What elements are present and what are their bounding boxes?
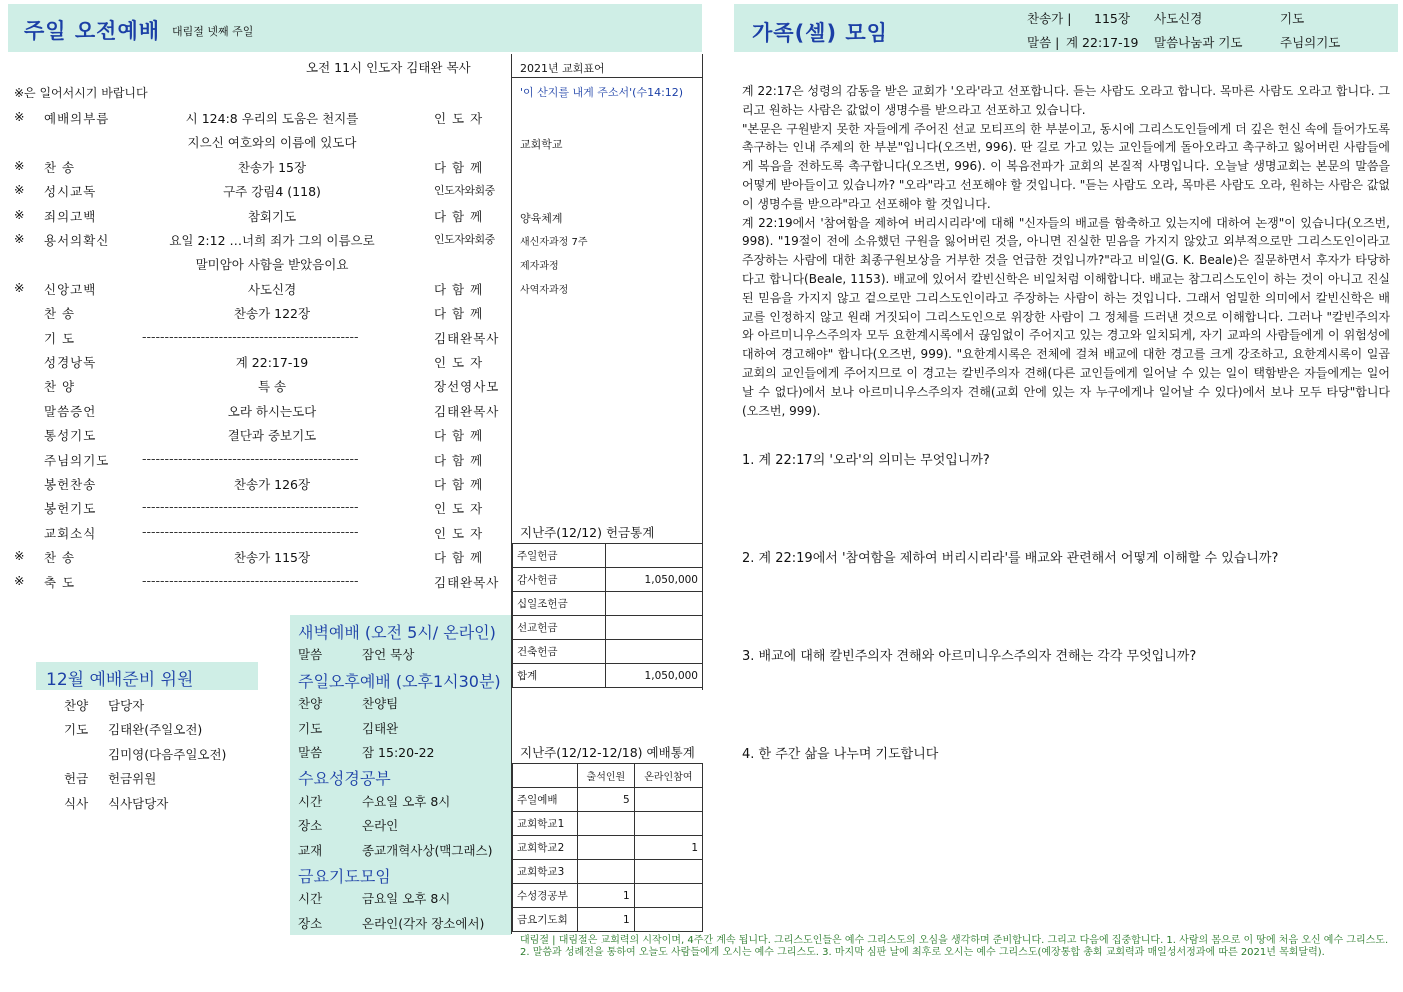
attendance-header: 온라인참여 [634,764,702,788]
order-dash-line: ------------------------------------------------ [142,499,359,515]
attendance-online [634,908,702,932]
order-who: 김태완목사 [434,574,500,590]
order-dash-line: ------------------------------------------------ [142,572,359,588]
offering-row [513,640,703,664]
paragraph-3: 계 22:19에서 '참여함을 제하여 버리시리라'에 대해 "신자들의 배교를 함축하고 있는지에 대하여 논쟁"이 있습니다(오즈번, 998). "19절이 전에 소유했던 구원을 잃어버린 것을, 아니면 진실한 믿음을 가지지 않았고 외부적으로만 그리스도인이라고 주장하는 사람에 대한 최종구원보상을 거부한 것을 언급한 것입니까?"라고 비일(G. K. Beale)은 질문하면서 후자가 타당하다고 합니다(Beale, 1153). 배교에 있어서 칼빈신학은 비일처럼 이해합니다. 배교는 참그리스도인이 하는 것이 아니고 진실된 믿음을 가지지 않고 겉으로만 그리스도인이라고 주장하는 사람이 하는 것입니다. 그래서 엄밀한 의미에서 칼빈신학은 배교를 인정하지 않고 원래 거짓되이 그리스도인으로 위장한 사람이 그 정체를 드러낸 것으로 이해합니다. 그러나 "칼빈주의자와 아르미니우스주의자 모두 요한계시록에서 끊임없이 주어지고 있는 경고와 일치되게, 자기 교파의 사람들에게 이 위험성에 대하여 경고해야" 합니다(오즈번, 999). "요한계시록은 전체에 걸쳐 배교에 대한 경고를 크게 강조하고, 요한계시록이 일곱 교회의 교인들에게 주어지므로 이 경고는 칼빈주의자 견해(다른 교인들에게 일어날 수 있는 일이 택함받은 자들에게는 일어날 수 없다)에서 보나 아르미니우스주의자 견해(교회 안에 있는 자 누구에게나 일어날 수 있다)에서 보나 모두 타당"합니다(오즈번, 999). [742,215,1390,418]
order-who: 다 함 께 [434,477,484,492]
order-row [0,179,510,203]
order-row [0,106,510,130]
order-item: 성경낭독 [44,355,97,370]
service-key: 시간 [298,793,323,809]
service-key: 교재 [298,842,323,858]
service-value: 온라인 [362,818,399,834]
attendance-header-row [513,764,703,788]
attendance-label: 금요기도회 [513,908,578,932]
service-key: 찬양 [298,696,323,712]
attendance-row [513,860,703,884]
order-item: 예배의부름 [44,111,110,126]
order-content: 특 송 [257,379,287,395]
order-mark: ※ [14,109,25,124]
order-item: 통성기도 [44,428,97,444]
order-content: 지으신 여호와의 이름에 있도다 [187,135,357,151]
attendance-present [578,836,635,860]
service-value: 금요일 오후 8시 [362,891,451,907]
body-text [742,82,1390,420]
attendance-row [513,788,703,812]
attendance-present [578,860,635,884]
order-item: 말씀증언 [44,403,97,419]
course-disciple: 제자과정 [520,261,559,272]
order-mark: ※ [14,279,25,295]
service-key: 장소 [298,915,323,931]
committee-name: 식사담당자 [108,795,169,811]
question-3: 3. 배교에 대해 칼빈주의자 견해와 아르미니우스주의자 견해는 각각 무엇입니까? [742,649,1197,664]
committee-role: 기도 [64,722,89,738]
motto: '이 산지를 내게 주소서'(수14:12) [520,86,684,99]
order-mark: ※ [14,572,25,588]
attendance-header [513,764,578,788]
committee-name: 김태완(주일오전) [108,722,203,738]
order-top-line [511,77,702,78]
order-item: 봉헌기도 [44,501,97,517]
paragraph-2: "본문은 구원받지 못한 자들에게 주어진 선교 모티프의 한 부분이고, 동시에 그리스도인들에게 더 깊은 헌신 속에 들어가도록 촉구하는 인내 주제의 한 부분"입니다(오즈번, 996). 딴 길로 가고 있는 교인들에게 돌아오라고 촉구하고 잃어버린 사람들에게 복음을 전하도록 촉구합니다(오즈번, 996). 이 복음전파가 교회의 본질적 사명입니다. 오늘날 생명교회는 본문의 말씀을 어떻게 받아들이고 있습니까? "오라"라고 선포해야 할 것입니다. "듣는 사람도 오라, 목마른 사람도 오라, 원하는 사람은 값없이 생명수를 받으라"라고 선포해야 할 것입니다. [742,121,1391,211]
order-row [0,326,510,350]
cell-sharing: 말씀나눔과 기도 [1154,35,1243,50]
order-who: 다 함 께 [434,550,484,566]
order-mark: ※ [14,206,25,222]
order-content: 찬송가 15장 [237,159,307,175]
order-item: 찬 송 [44,550,76,566]
page-subtitle: 대림절 넷째 주일 [172,25,254,38]
offering-amount: 1,050,000 [606,568,703,592]
order-who: 인 도 자 [434,525,484,541]
service-title-afternoon: 주일오후예배 (오후1시30분) [298,671,501,691]
order-item: 신앙고백 [44,281,97,297]
offering-row [513,544,703,568]
cell-creed: 사도신경 [1154,11,1203,26]
order-mark: ※ [14,182,25,198]
order-row [0,448,510,472]
question-1: 1. 계 22:17의 '오라'의 의미는 무엇입니까? [742,453,990,468]
order-row [0,252,510,276]
service-title-wednesday: 수요성경공부 [298,769,391,789]
course-minister: 사역자과정 [520,285,569,296]
order-who: 다 함 께 [434,428,484,444]
order-content: 찬송가 115장 [233,550,311,566]
order-mark: ※ [14,231,25,246]
order-who: 다 함 께 [434,306,484,322]
order-who: 인 도 자 [434,355,484,370]
order-row [0,155,510,179]
service-key: 시간 [298,891,323,907]
cell-prayer: 기도 [1280,11,1305,26]
committee-name: 김미영(다음주일오전) [108,746,227,762]
attendance-online [634,860,702,884]
page-title: 주일 오전예배 [24,19,161,43]
order-row [0,374,510,398]
committee-name: 헌금위원 [108,771,157,787]
service-value: 수요일 오후 8시 [362,793,451,809]
order-who: 김태완목사 [434,330,500,346]
order-who: 인도자와회중 [434,184,495,198]
attendance-online [634,884,702,908]
order-mark: ※ [14,548,25,564]
order-content: 말미암아 사함을 받았음이요 [195,257,349,273]
attendance-label: 교회학교3 [513,860,578,884]
order-row [0,399,510,423]
cell-title: 가족(셀) 모임 [752,21,888,45]
footnote [520,935,1392,959]
offering-amount [606,616,703,640]
attendance-present: 1 [578,908,635,932]
offering-amount [606,640,703,664]
order-content: 찬송가 122장 [233,306,311,322]
order-row [0,472,510,496]
order-item: 봉헌찬송 [44,477,97,492]
service-value: 잠언 묵상 [362,647,415,663]
footnote-text: 대림절은 교회력의 시작이며, 4주간 계속 됩니다. 그리스도인들은 예수 그리스도의 오심을 생각하며 준비합니다. 그리고 다음에 집중합니다. 1. 사람의 몸으로 이 땅에 처음 오신 예수 그리스도. 2. 말씀과 성례전을 통하여 오늘도 사람들에게 오시는 예수 그리스도. 3. 마지막 심판 날에 최후로 오시는 예수 그리스도(예장통합 총회 교회력과 매일성서정과에 따른 2021년 목회달력). [520,935,1389,958]
offering-label: 선교헌금 [513,616,606,640]
order-item: 축 도 [44,574,76,590]
attendance-online [634,812,702,836]
service-value: 종교개혁사상(맥그래스) [362,842,493,858]
attendance-present [578,812,635,836]
service-value: 온라인(각자 장소에서) [362,915,485,931]
order-row [0,521,510,545]
order-who: 인도자와회중 [434,233,495,246]
order-content: 시 124:8 우리의 도움은 천지를 [185,111,359,126]
service-value: 찬양팀 [362,696,399,712]
footnote-label: 대림절 | [520,935,556,946]
offering-amount [606,592,703,616]
attendance-row [513,908,703,932]
attendance-label: 교회학교2 [513,836,578,860]
attendance-header: 출석인원 [578,764,635,788]
order-row [0,277,510,301]
order-item: 찬 송 [44,159,76,175]
order-row [0,204,510,228]
attendance-online [634,788,702,812]
attendance-row [513,836,703,860]
order-dash-line: ------------------------------------------------ [142,450,359,466]
order-who: 다 함 께 [434,281,484,297]
attendance-table [512,763,703,932]
order-who: 장선영사모 [434,379,500,395]
service-info: 오전 11시 인도자 김태완 목사 [306,60,471,75]
service-title-dawn: 새벽예배 (오전 5시/ 온라인) [298,623,496,642]
question-4: 4. 한 주간 삶을 나누며 기도합니다 [742,747,939,762]
attendance-label: 주일예배 [513,788,578,812]
cell-word-label: 말씀 | [1027,35,1060,50]
order-row [0,130,510,154]
attendance-row [513,812,703,836]
offering-row [513,616,703,640]
stand-note: ※은 일어서시기 바랍니다 [14,86,148,100]
service-value: 김태완 [362,720,399,736]
offering-label: 주일헌금 [513,544,606,568]
attendance-label: 수성경공부 [513,884,578,908]
cell-lords-prayer: 주님의기도 [1280,35,1341,50]
committee-title: 12월 예배준비 위원 [46,670,194,690]
order-content: 오라 하시는도다 [227,403,317,419]
order-who: 다 함 께 [434,208,484,224]
offering-label: 건축헌금 [513,640,606,664]
committee-role: 찬양 [64,698,89,713]
offering-row [513,568,703,592]
offering-amount: 1,050,000 [606,664,703,688]
order-row [0,350,510,374]
order-content: 사도신경 [247,281,297,297]
attendance-row [513,884,703,908]
offering-label: 십일조헌금 [513,592,606,616]
attendance-present: 1 [578,884,635,908]
attendance-present: 5 [578,788,635,812]
order-content: 결단과 중보기도 [227,428,317,444]
order-who: 인 도 자 [434,111,484,126]
order-item: 찬 송 [44,306,76,322]
committee-role: 식사 [64,795,89,811]
order-who: 다 함 께 [434,159,484,175]
offering-row [513,664,703,688]
offering-amount [606,544,703,568]
order-item: 성시교독 [44,184,97,200]
offering-row [513,592,703,616]
offering-title: 지난주(12/12) 헌금통계 [520,525,655,540]
attendance-label: 교회학교1 [513,812,578,836]
course-newcomer: 새신자과정 7주 [520,237,588,248]
order-row [0,496,510,520]
order-item: 교회소식 [44,525,97,541]
church-school: 교회학교 [520,138,563,151]
order-item: 용서의확신 [44,233,110,248]
order-row [0,301,510,325]
order-content: 찬송가 126장 [233,477,311,492]
committee-role: 헌금 [64,771,89,787]
order-who: 김태완목사 [434,403,500,419]
order-row [0,570,510,594]
cell-hymn: 115장 [1094,11,1130,26]
offering-label: 합계 [513,664,606,688]
order-item: 주님의기도 [44,452,110,468]
order-content: 계 22:17-19 [235,355,309,370]
order-row [0,545,510,569]
cell-passage: 계 22:17-19 [1066,35,1139,50]
order-content: 구주 강림4 (118) [223,184,321,200]
order-row [0,228,510,252]
offering-label: 감사헌금 [513,568,606,592]
order-item: 찬 양 [44,379,76,395]
committee-name: 담당자 [108,698,145,713]
attendance-online: 1 [634,836,702,860]
order-content: 참회기도 [247,208,297,224]
motto-title: 2021년 교회표어 [520,62,605,75]
order-mark: ※ [14,157,25,173]
paragraph-1: 계 22:17은 성령의 감동을 받은 교회가 '오라'라고 선포합니다. 듣는 사람도 오라고 합니다. 목마른 사람도 오라고 합니다. 그리고 원하는 사람은 값없이 생명수를 받으라고 선포하고 있습니다. [742,84,1390,117]
order-who: 인 도 자 [434,501,484,517]
service-key: 장소 [298,818,323,834]
service-value: 잠 15:20-22 [362,745,435,760]
service-title-friday: 금요기도모임 [298,867,391,886]
service-key: 말씀 [298,647,323,663]
attendance-title: 지난주(12/12-12/18) 예배통계 [520,745,695,760]
service-key: 말씀 [298,745,323,760]
offering-table [512,543,703,688]
order-dash-line: ------------------------------------------------ [142,328,359,344]
order-row [0,423,510,447]
order-item: 죄의고백 [44,208,97,224]
cell-hymn-label: 찬송가 | [1027,11,1072,26]
nurture-system: 양육체계 [520,212,563,225]
service-key: 기도 [298,720,323,736]
order-content: 요일 2:12 …너희 죄가 그의 이름으로 [169,233,375,248]
order-who: 다 함 께 [434,452,484,468]
question-2: 2. 계 22:19에서 '참여함을 제하여 버리시리라'를 배교와 관련해서 어떻게 이해할 수 있습니까? [742,551,1279,566]
order-item: 기 도 [44,330,76,346]
order-dash-line: ------------------------------------------------ [142,523,359,539]
